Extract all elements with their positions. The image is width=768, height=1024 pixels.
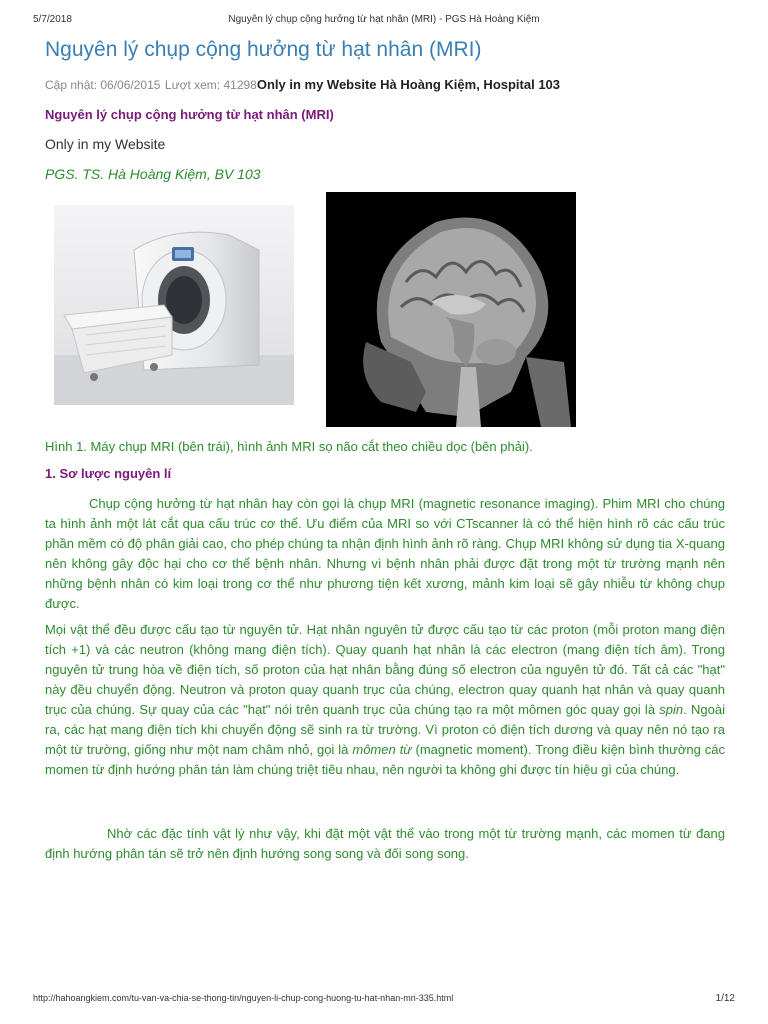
mri-machine-illustration: [54, 205, 294, 405]
paragraph-3: Nhờ các đặc tính vật lý như vậy, khi đặt một vật thể vào trong một từ trường mạnh, các momen từ đang định hướng phân tán sẽ trở nên định hướng song song và đối song song.: [45, 826, 725, 861]
spin-term: spin: [659, 702, 684, 717]
brain-mri-illustration: [326, 192, 576, 427]
figure-row: [54, 192, 594, 432]
article: [45, 36, 726, 861]
article-title: Nguyên lý chụp cộng hưởng từ hạt nhân (MRI): [45, 38, 482, 61]
paragraph-2-part-a: Mọi vật thể đều được cấu tạo từ nguyên tử. Hạt nhân nguyên tử được cấu tạo từ các proton (mỗi proton mang điện tích +1) và các neutron (không mang điện tích). Quay quanh hạt nhân là các electron (mang điện tích âm). Trong nguyên tử trung hòa về điện tích, số proton của hạt nhân bằng đúng số electron của nguyên tử đó. Tất cả các "hạt" này đều chuyển động. Neutron và proton quay quanh trục của chúng, electron quay quanh hạt nhân và quay quanh trục của chúng. Sự quay của các "hạt" nói trên quanh trục của chúng tạo ra một mômen góc quay gọi là: [45, 622, 725, 717]
brain-mri-image: [326, 192, 576, 427]
view-count: Lượt xem: 41298: [164, 78, 257, 92]
page-url: http://hahoangkiem.com/tu-van-va-chia-se-thong-tin/nguyen-li-chup-cong-huong-tu-hat-nhan-mri-335.html: [33, 993, 454, 1003]
tagline: Only in my Website Hà Hoàng Kiệm, Hospital 103: [256, 77, 561, 92]
print-page-title: Nguyên lý chụp cộng hưởng từ hạt nhân (MRI) - PGS Hà Hoàng Kiệm: [228, 14, 540, 25]
paragraph-1: Chụp cộng hưởng từ hạt nhân hay còn gọi là chụp MRI (magnetic resonance imaging). Phim MRI cho chúng ta hình ảnh một lát cắt qua cấu trúc cơ thể. Ưu điểm của MRI so với CTscanner là có thể hiện hình rõ các cấu trúc phần mềm có độ phân giải cao, cho phép chúng ta nhận định hình ảnh rõ ràng. Chụp MRI không sử dụng tia X-quang nên không gây độc hại cho cơ thể bệnh nhân. Nhưng vì bệnh nhân phải được đặt trong một từ trường mạnh nên những bệnh nhân có kim loại trong cơ thể như phương tiện kết xương, mảnh kim loại sẽ gây nhiễu từ không chụp được.: [45, 496, 725, 611]
magnetic-moment-term: mômen từ: [352, 742, 412, 757]
mri-machine-image: [54, 205, 294, 405]
figure-caption: Hình 1. Máy chụp MRI (bên trái), hình ảnh MRI sọ não cắt theo chiều dọc (bên phải).: [45, 439, 533, 454]
article-subtitle: Nguyên lý chụp cộng hưởng từ hạt nhân (MRI): [45, 107, 334, 122]
updated-date: Cập nhật: 06/06/2015: [45, 78, 161, 92]
print-header: [33, 14, 735, 28]
print-date: 5/7/2018: [33, 14, 72, 25]
paragraph-2-part-c: (magnetic moment). Trong điều kiện bình thường các momen từ định hướng phân tán làm chúng triệt tiêu nhau, nên người ta không ghi được tín hiệu gì của chúng.: [45, 742, 726, 777]
author-line: PGS. TS. Hà Hoàng Kiệm, BV 103: [45, 166, 261, 182]
print-footer: [33, 993, 735, 1007]
article-meta: [45, 76, 725, 94]
paragraph-2-part-b: . Ngoài ra, các hạt mang điện tích khi chuyển động sẽ sinh ra từ trường. Vì proton có điện tích dương và quay nên nó tạo ra một từ trường, giống như một nam châm nhỏ, gọi là: [45, 702, 725, 757]
section-heading: 1. Sơ lược nguyên lí: [45, 466, 172, 481]
page-number: 1/12: [715, 993, 735, 1004]
only-website-line: Only in my Website: [45, 136, 166, 152]
paragraph-2: [45, 620, 725, 780]
